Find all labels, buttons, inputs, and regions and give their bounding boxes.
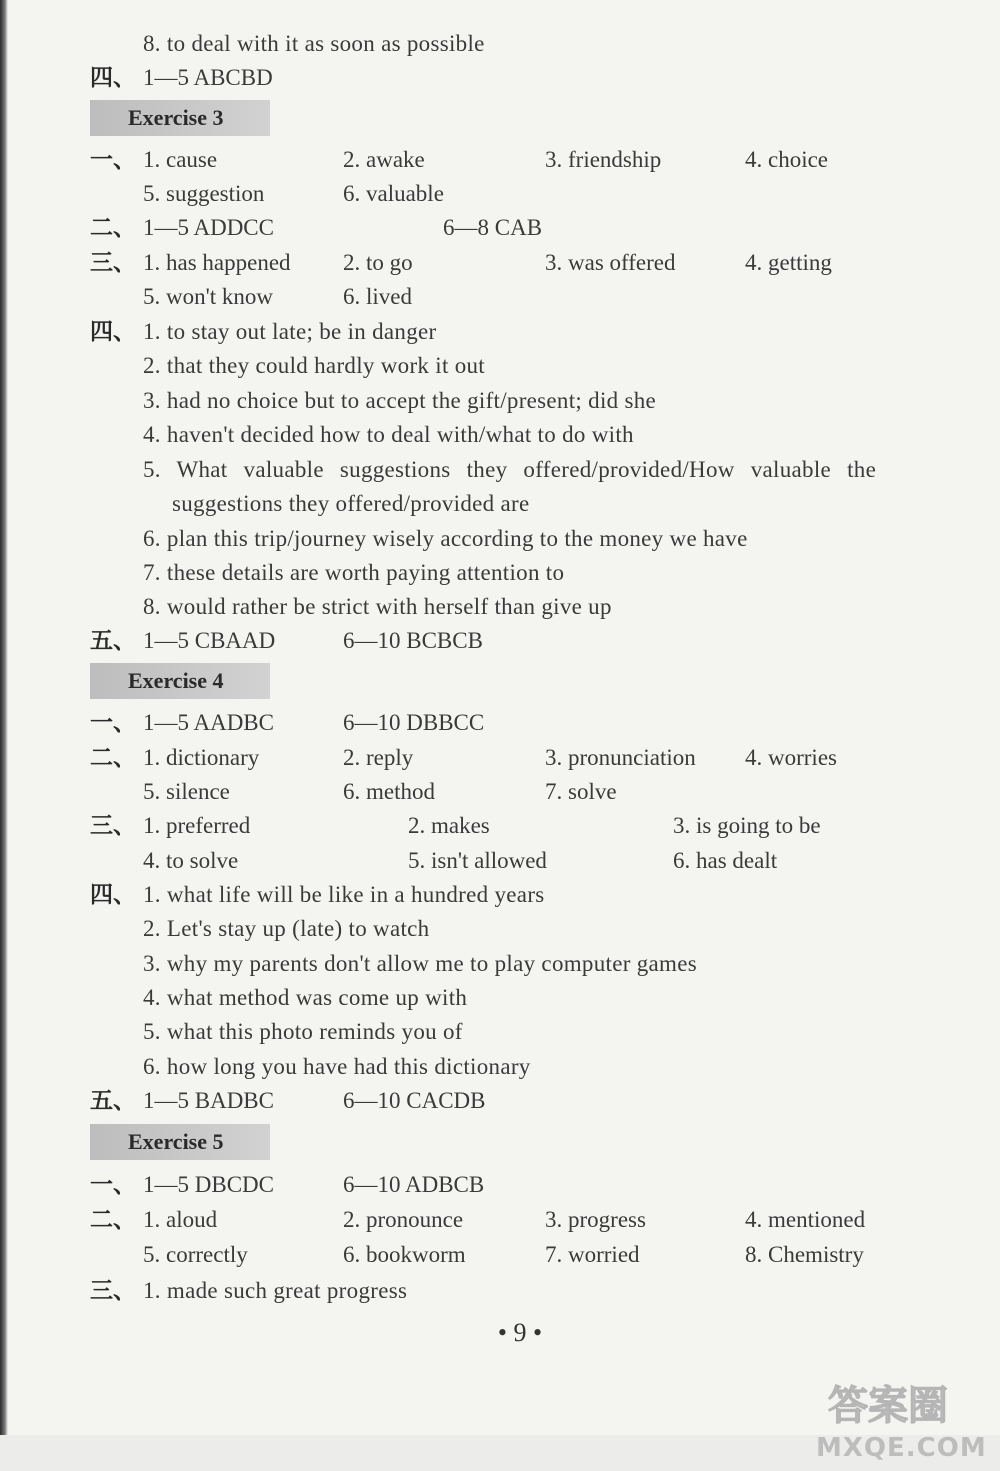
answer-cell: 6. lived — [343, 284, 412, 309]
answer-cell: 4. worries — [745, 745, 837, 770]
answer-cell: 4. choice — [745, 147, 829, 172]
answer-cell: 8. Chemistry — [745, 1242, 864, 1267]
answer-cell: 1—5 AADBC — [143, 710, 274, 735]
answer-cell: 3. progress — [545, 1207, 646, 1232]
answer-cell: 3. was offered — [545, 250, 676, 275]
watermark-logo-text: 答案圈 — [828, 1383, 948, 1429]
answer-cell: 6. has dealt — [673, 848, 778, 873]
answer-line: suggestions they offered/provided are — [172, 491, 530, 516]
answer-cell: 4. to solve — [143, 848, 239, 873]
answer-line: 5. what this photo reminds you of — [143, 1019, 463, 1044]
answer-cell: 5. correctly — [143, 1242, 248, 1267]
answer-cell: 5. silence — [143, 779, 230, 804]
page-number: • 9 • — [497, 1318, 543, 1347]
section-label: 四、 — [90, 65, 136, 90]
section-label: 三、 — [90, 250, 136, 275]
answer-cell: 3. friendship — [545, 147, 662, 172]
exercise-5-banner — [90, 1124, 270, 1160]
answer-cell: 1. cause — [143, 147, 218, 172]
answer-line: 3. why my parents don't allow me to play computer games — [143, 951, 698, 976]
exercise-4-banner — [90, 663, 270, 699]
watermark-text: MXQE.COM — [816, 1433, 987, 1463]
exercise-title: Exercise 4 — [128, 668, 224, 693]
answer-cell: 1. dictionary — [143, 745, 260, 770]
answer-line: 1. to stay out late; be in danger — [143, 319, 437, 344]
answer-line: 6. plan this trip/journey wisely according to the money we have — [143, 526, 748, 551]
answer-cell: 5. won't know — [143, 284, 274, 309]
book-spine-shadow — [0, 0, 8, 1471]
answer-cell: 2. reply — [343, 745, 414, 770]
answer-line: 8. to deal with it as soon as possible — [143, 31, 485, 56]
answer-cell: 3. pronunciation — [545, 745, 696, 770]
answer-cell: 2. makes — [408, 813, 490, 838]
answer-line: 1. what life will be like in a hundred years — [143, 882, 545, 907]
answer-cell: 6—10 DBBCC — [343, 710, 485, 735]
section-label: 一、 — [90, 710, 136, 735]
exercise-title: Exercise 3 — [128, 105, 224, 130]
answer-cell: 1—5 DBCDC — [143, 1172, 274, 1197]
watermark-logo — [808, 1375, 988, 1465]
answer-cell: 2. to go — [343, 250, 413, 275]
section-label: 二、 — [90, 215, 136, 240]
answer-cell: 7. worried — [545, 1242, 640, 1267]
answer-line: 7. these details are worth paying attention to — [143, 560, 565, 585]
answer-line: 5. What valuable suggestions they offered/provided/How valuable the — [143, 457, 877, 482]
answer-line: 2. Let's stay up (late) to watch — [143, 916, 430, 941]
answer-cell: 6. valuable — [343, 181, 444, 206]
answer-cell: 5. suggestion — [143, 181, 265, 206]
section-label: 五、 — [90, 1088, 136, 1113]
exercise-3-banner — [90, 100, 270, 136]
answer-cell: 3. is going to be — [673, 813, 821, 838]
answer-cell: 6—8 CAB — [443, 215, 543, 240]
section-label: 四、 — [90, 319, 136, 344]
answer-cell: 1. preferred — [143, 813, 251, 838]
answer-cell: 1. aloud — [143, 1207, 218, 1232]
answer-line: 8. would rather be strict with herself than give up — [143, 594, 612, 619]
watermark-logo-icon — [808, 1375, 988, 1435]
section-label: 一、 — [90, 1172, 136, 1197]
answer-line: 6. how long you have had this dictionary — [143, 1054, 531, 1079]
answer-line: 1. made such great progress — [143, 1278, 408, 1303]
answer-cell: 1. has happened — [143, 250, 291, 275]
section-label: 一、 — [90, 147, 136, 172]
answer-cell: 4. getting — [745, 250, 832, 275]
section-label: 四、 — [90, 882, 136, 907]
answer-cell: 6—10 CACDB — [343, 1088, 486, 1113]
answer-cell: 4. mentioned — [745, 1207, 866, 1232]
answer-cell: 1—5 ABCBD — [143, 65, 273, 90]
answer-cell: 1—5 CBAAD — [143, 628, 276, 653]
section-label: 二、 — [90, 1207, 136, 1232]
answer-cell: 6—10 BCBCB — [343, 628, 483, 653]
answer-cell: 6—10 ADBCB — [343, 1172, 485, 1197]
section-label: 三、 — [90, 813, 136, 838]
answer-cell: 2. awake — [343, 147, 425, 172]
answer-cell: 1—5 BADBC — [143, 1088, 274, 1113]
answer-cell: 5. isn't allowed — [408, 848, 547, 873]
answer-cell: 6. method — [343, 779, 435, 804]
answer-cell: 2. pronounce — [343, 1207, 464, 1232]
answer-cell: 6. bookworm — [343, 1242, 466, 1267]
answer-line: 3. had no choice but to accept the gift/present; did she — [143, 388, 657, 413]
section-label: 二、 — [90, 745, 136, 770]
answer-line: 4. haven't decided how to deal with/what to do with — [143, 422, 634, 447]
answer-line: 4. what method was come up with — [143, 985, 468, 1010]
section-label: 五、 — [90, 628, 136, 653]
answer-line: 2. that they could hardly work it out — [143, 353, 485, 378]
answer-cell: 7. solve — [545, 779, 617, 804]
exercise-title: Exercise 5 — [128, 1129, 224, 1154]
section-label: 三、 — [90, 1278, 136, 1303]
answer-cell: 1—5 ADDCC — [143, 215, 274, 240]
